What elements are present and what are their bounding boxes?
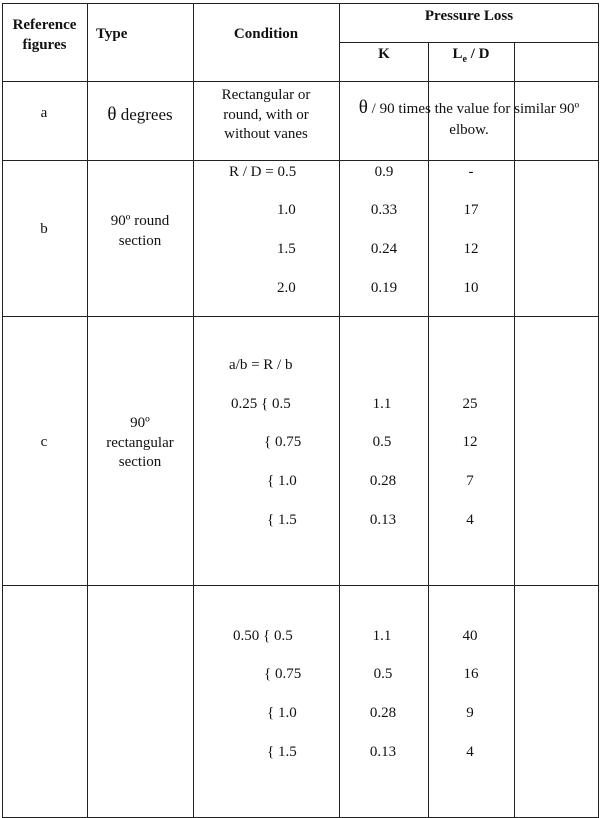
row-c-le-1: 25: [462, 396, 478, 412]
row-d-le-2: 16: [463, 666, 479, 682]
header-bottom-divider: [2, 81, 599, 82]
row-c-k-4: 0.13: [369, 512, 397, 528]
row-d-condition-4: { 1.5: [267, 744, 297, 760]
row-c-bottom-divider: [2, 585, 599, 586]
table-border-top: [2, 3, 599, 4]
row-d-k-2: 0.5: [373, 666, 393, 682]
row-b-k-4: 0.19: [370, 280, 398, 296]
header-reference-figures: Reference figures: [12, 17, 77, 53]
row-d-le-3: 9: [466, 705, 474, 721]
row-b-k-1: 0.9: [374, 164, 394, 180]
row-c-le-4: 4: [466, 512, 474, 528]
header-le-over-d: $L_e$ / D: [452, 46, 490, 65]
row-b-k-2: 0.33: [370, 202, 398, 218]
header-condition: Condition: [233, 26, 299, 42]
row-b-le-3: 12: [463, 241, 479, 257]
row-c-le-2: 12: [462, 434, 478, 450]
row-a-pressure-loss: θ / 90 times the value for similar 90º elbow.: [358, 97, 580, 138]
row-c-k-2: 0.5: [372, 434, 392, 450]
row-b-k-3: 0.24: [370, 241, 398, 257]
header-pressure-loss: Pressure Loss: [424, 8, 514, 24]
row-a-condition: Rectangular or round, with or without vanes: [221, 87, 311, 142]
header-type: Type: [96, 26, 128, 42]
row-b-bottom-divider: [2, 316, 599, 317]
pressure-loss-sub-divider: [339, 42, 599, 43]
row-b-condition-1: R / D = 0.5: [229, 164, 297, 180]
table-divider-extra: [514, 42, 515, 817]
row-b-reference: b: [40, 221, 48, 237]
row-a-type: θ degrees: [107, 104, 173, 125]
row-c-condition-2: { 0.75: [264, 434, 302, 450]
row-b-le-1: -: [468, 164, 474, 180]
row-c-le-3: 7: [466, 473, 474, 489]
row-b-condition-4: 2.0: [277, 280, 296, 296]
row-d-le-4: 4: [466, 744, 474, 760]
row-c-condition-3: { 1.0: [267, 473, 297, 489]
theta-symbol: θ: [107, 104, 117, 125]
row-c-condition-4: { 1.5: [267, 512, 297, 528]
row-c-k-3: 0.28: [369, 473, 397, 489]
row-c-type: 90º rectangular section: [106, 415, 174, 470]
row-d-condition-3: { 1.0: [267, 705, 297, 721]
row-c-k-1: 1.1: [372, 396, 392, 412]
table-divider-condition: [193, 3, 194, 817]
header-k: K: [378, 46, 390, 62]
row-d-k-4: 0.13: [369, 744, 397, 760]
row-b-condition-2: 1.0: [277, 202, 296, 218]
row-b-type: 90º round section: [110, 213, 170, 249]
table-divider-type: [87, 3, 88, 817]
row-a-reference: a: [40, 105, 48, 121]
table-divider-pressure: [339, 3, 340, 817]
row-a-bottom-divider: [2, 160, 599, 161]
row-b-le-4: 10: [463, 280, 479, 296]
row-d-k-1: 1.1: [372, 628, 392, 644]
row-b-condition-3: 1.5: [277, 241, 296, 257]
row-d-k-3: 0.28: [369, 705, 397, 721]
row-c-condition-1: 0.25 { 0.5: [231, 396, 291, 412]
row-b-le-2: 17: [463, 202, 479, 218]
table-border-left: [2, 3, 3, 817]
table-divider-le: [428, 42, 429, 817]
theta-symbol: θ: [358, 97, 368, 118]
row-d-condition-1: 0.50 { 0.5: [233, 628, 293, 644]
row-c-reference: c: [40, 434, 48, 450]
row-d-le-1: 40: [462, 628, 478, 644]
table-border-right: [598, 3, 599, 817]
row-c-condition-header: a/b = R / b: [229, 357, 293, 373]
row-d-condition-2: { 0.75: [264, 666, 302, 682]
